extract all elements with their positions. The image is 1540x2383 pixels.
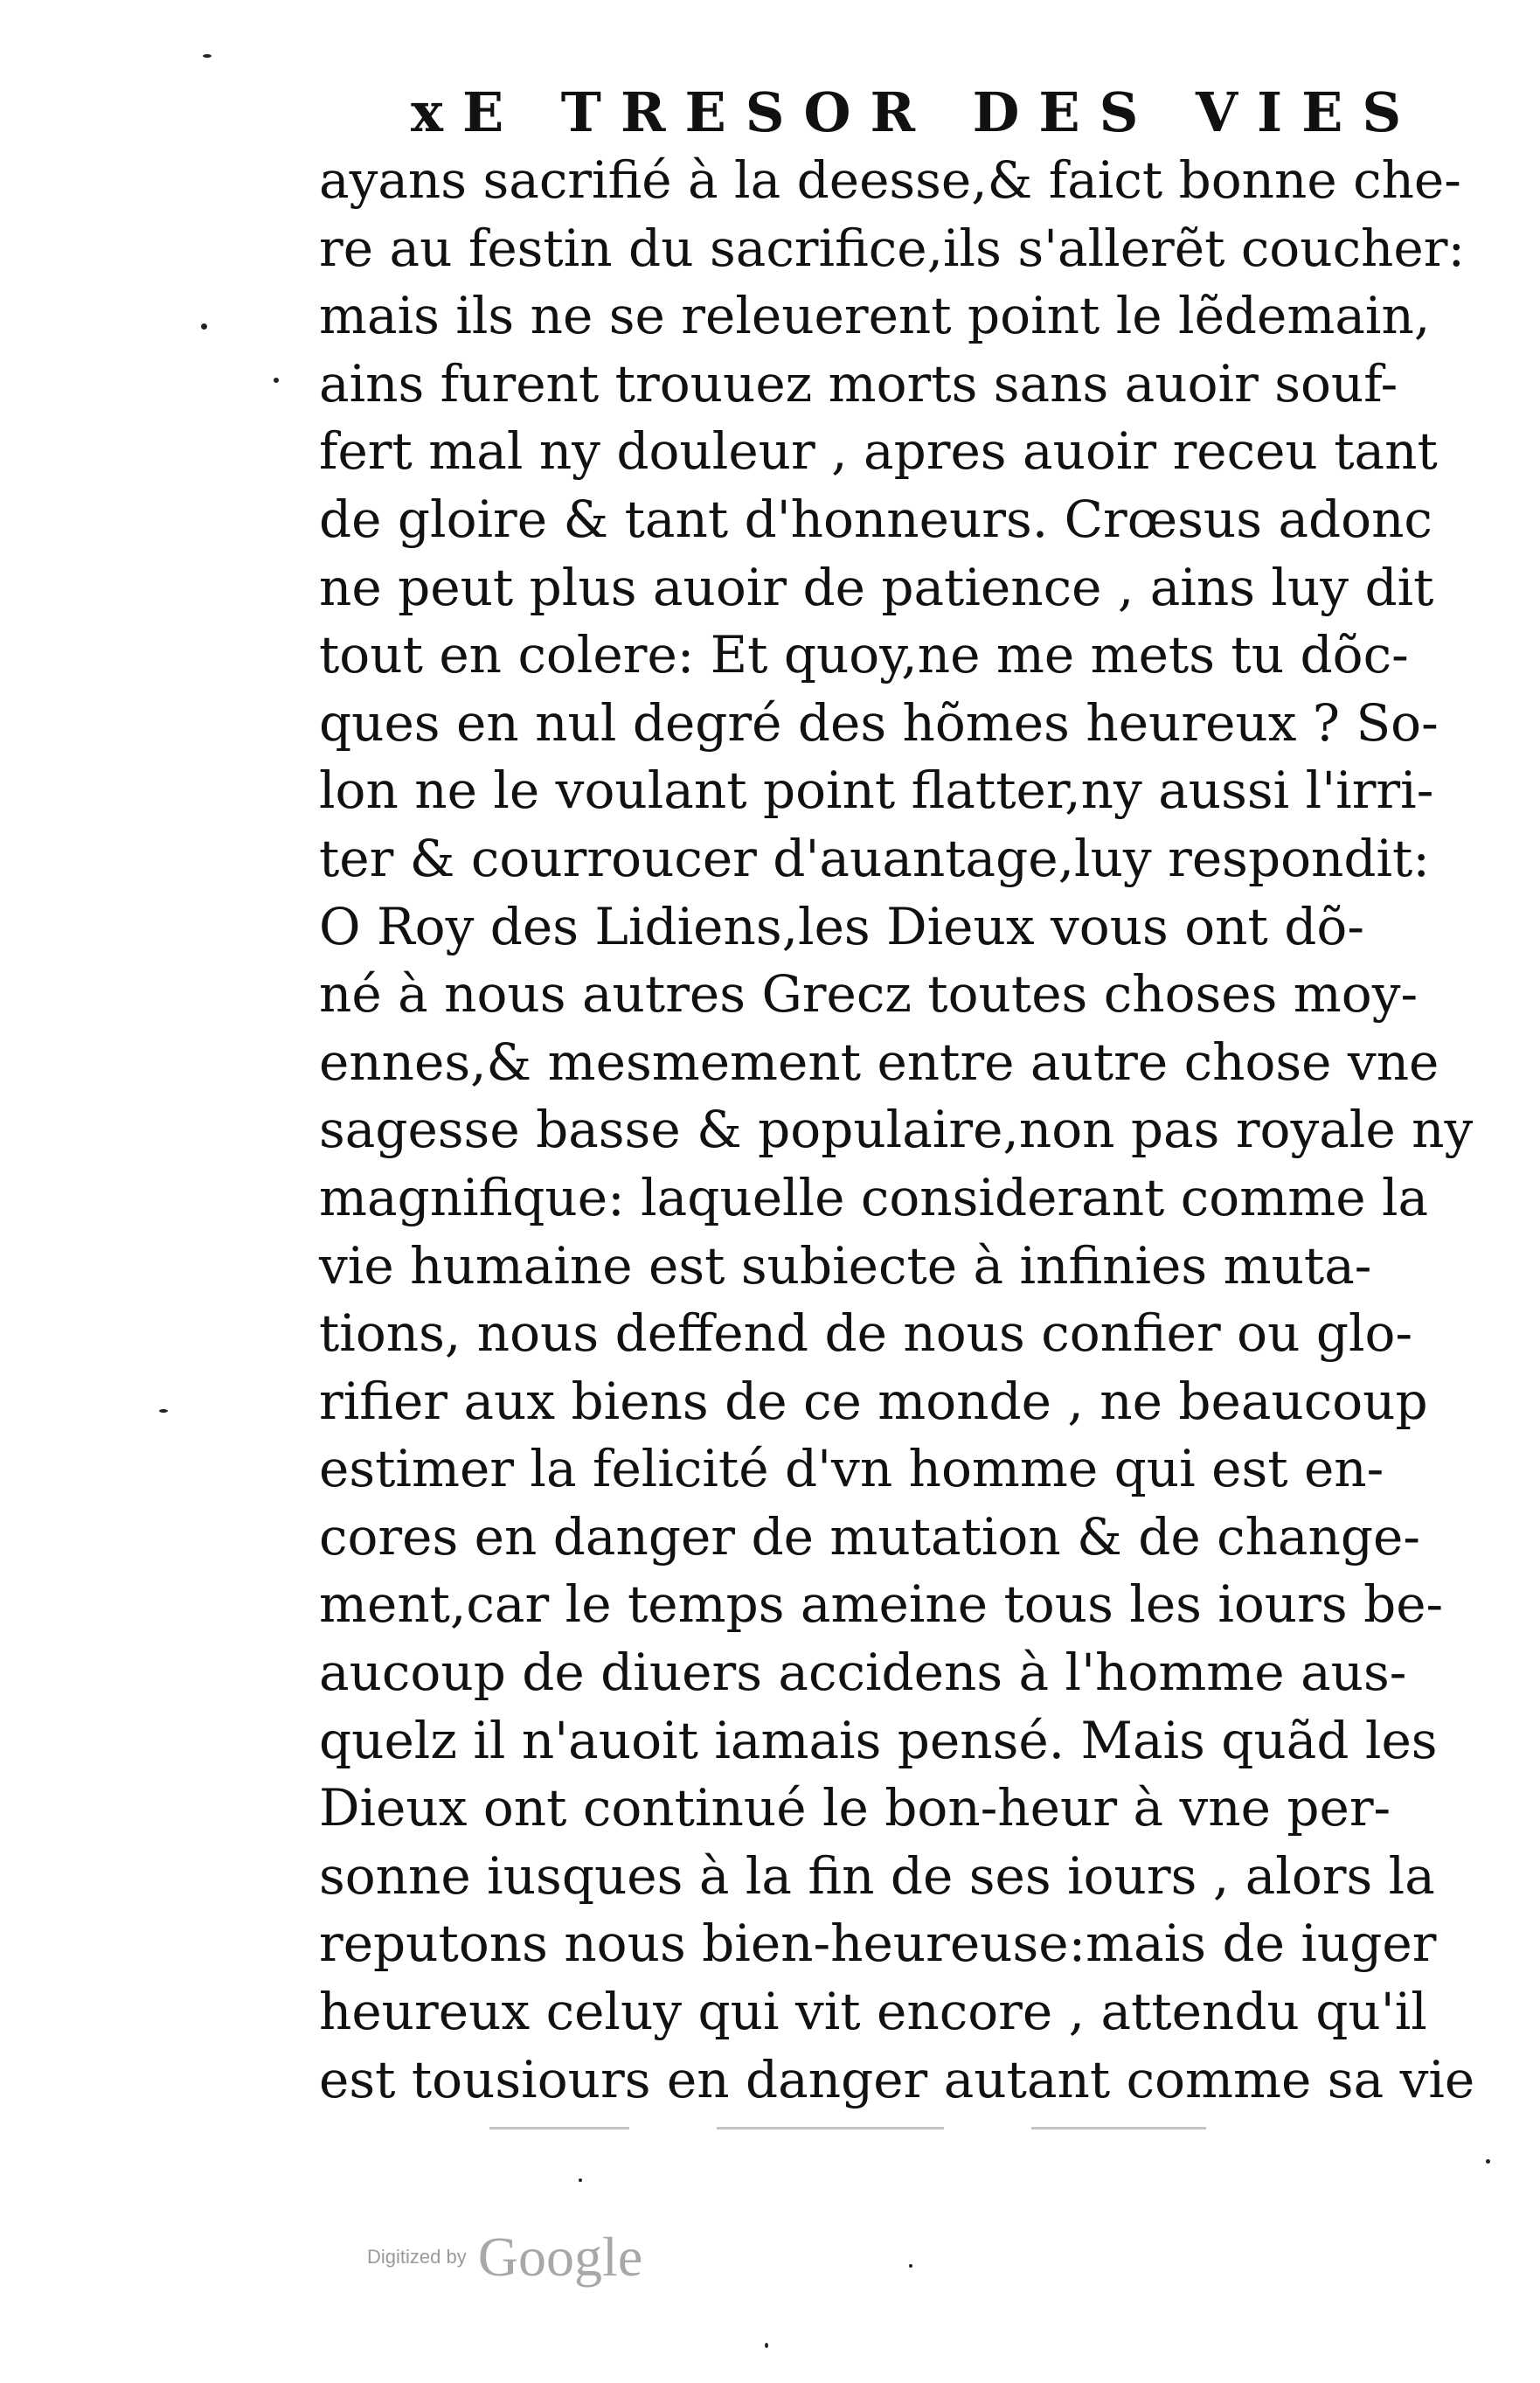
scan-speck	[159, 1409, 168, 1413]
scan-speck	[765, 2343, 768, 2348]
text-line: sonne iusques à la fin de ses iours , alors la	[319, 1845, 1435, 1906]
text-line: ains furent trouuez morts sans auoir souf-	[319, 353, 1398, 413]
text-line: ennes,& mesmement entre autre chose vne	[319, 1032, 1439, 1092]
text-line: ques en nul degré des hõmes heureux ? So-	[319, 692, 1439, 753]
cropped-text-fragment	[717, 2127, 944, 2129]
scan-speck	[579, 2178, 582, 2182]
text-line: estimer la felicité d'vn homme qui est en-	[319, 1439, 1384, 1499]
scan-speck	[203, 54, 212, 58]
scan-speck	[274, 378, 279, 383]
text-line: cores en danger de mutation & de change-	[319, 1506, 1420, 1567]
scan-speck	[909, 2264, 912, 2268]
text-line: re au festin du sacrifice,ils s'allerẽt coucher:	[319, 218, 1466, 278]
text-line: est tousiours en danger autant comme sa vie	[319, 2049, 1475, 2109]
text-line: magnifique: laquelle considerant comme la	[319, 1167, 1429, 1227]
text-line: quelz il n'auoit iamais pensé. Mais quãd les	[319, 1710, 1438, 1770]
google-logo: Google	[477, 2226, 643, 2288]
text-line: sagesse basse & populaire,non pas royale ny	[319, 1100, 1474, 1160]
text-line: heureux celuy qui vit encore , attendu qu'il	[319, 1982, 1427, 2042]
text-line: reputons nous bien-heureuse:mais de iuger	[319, 1914, 1437, 1974]
body-text	[319, 147, 1475, 2114]
text-line: mais ils ne se releuerent point le lẽdemain,	[319, 286, 1431, 346]
text-line: lon ne le voulant point flatter,ny aussi l'irri-	[319, 761, 1434, 821]
scan-speck	[1486, 2159, 1490, 2164]
text-line: Dieux ont continué le bon-heur à vne per-	[319, 1778, 1391, 1838]
text-line: rifier aux biens de ce monde , ne beaucoup	[319, 1371, 1428, 1431]
text-line: de gloire & tant d'honneurs. Crœsus adonc	[319, 489, 1432, 549]
digitized-by-label: Digitized by	[367, 2246, 467, 2268]
text-line: aucoup de diuers accidens à l'homme aus-	[319, 1643, 1407, 1703]
text-line: ayans sacrifié à la deesse,& faict bonne che-	[319, 150, 1461, 210]
cropped-text-fragment	[489, 2127, 629, 2129]
text-line: tions, nous deffend de nous confier ou glo-	[319, 1303, 1413, 1364]
text-line: tout en colere: Et quoy,ne me mets tu dõc-	[319, 625, 1409, 685]
text-line: né à nous autres Grecz toutes choses moy-	[319, 964, 1419, 1025]
text-line: ne peut plus auoir de patience , ains luy dit	[319, 557, 1434, 617]
digitized-watermark	[367, 2225, 642, 2289]
text-line: fert mal ny douleur , apres auoir receu tant	[319, 421, 1438, 482]
text-line: ter & courroucer d'auantage,luy respondit:	[319, 828, 1430, 888]
text-line: O Roy des Lidiens,les Dieux vous ont dõ-	[319, 896, 1364, 956]
text-line: ment,car le temps ameine tous les iours be-	[319, 1574, 1444, 1635]
cropped-text-fragment	[1031, 2127, 1206, 2129]
scan-speck	[201, 323, 207, 330]
text-line: vie humaine est subiecte à infinies muta-	[319, 1235, 1372, 1296]
running-head: xE TRESOR DES VIES	[411, 80, 1421, 144]
